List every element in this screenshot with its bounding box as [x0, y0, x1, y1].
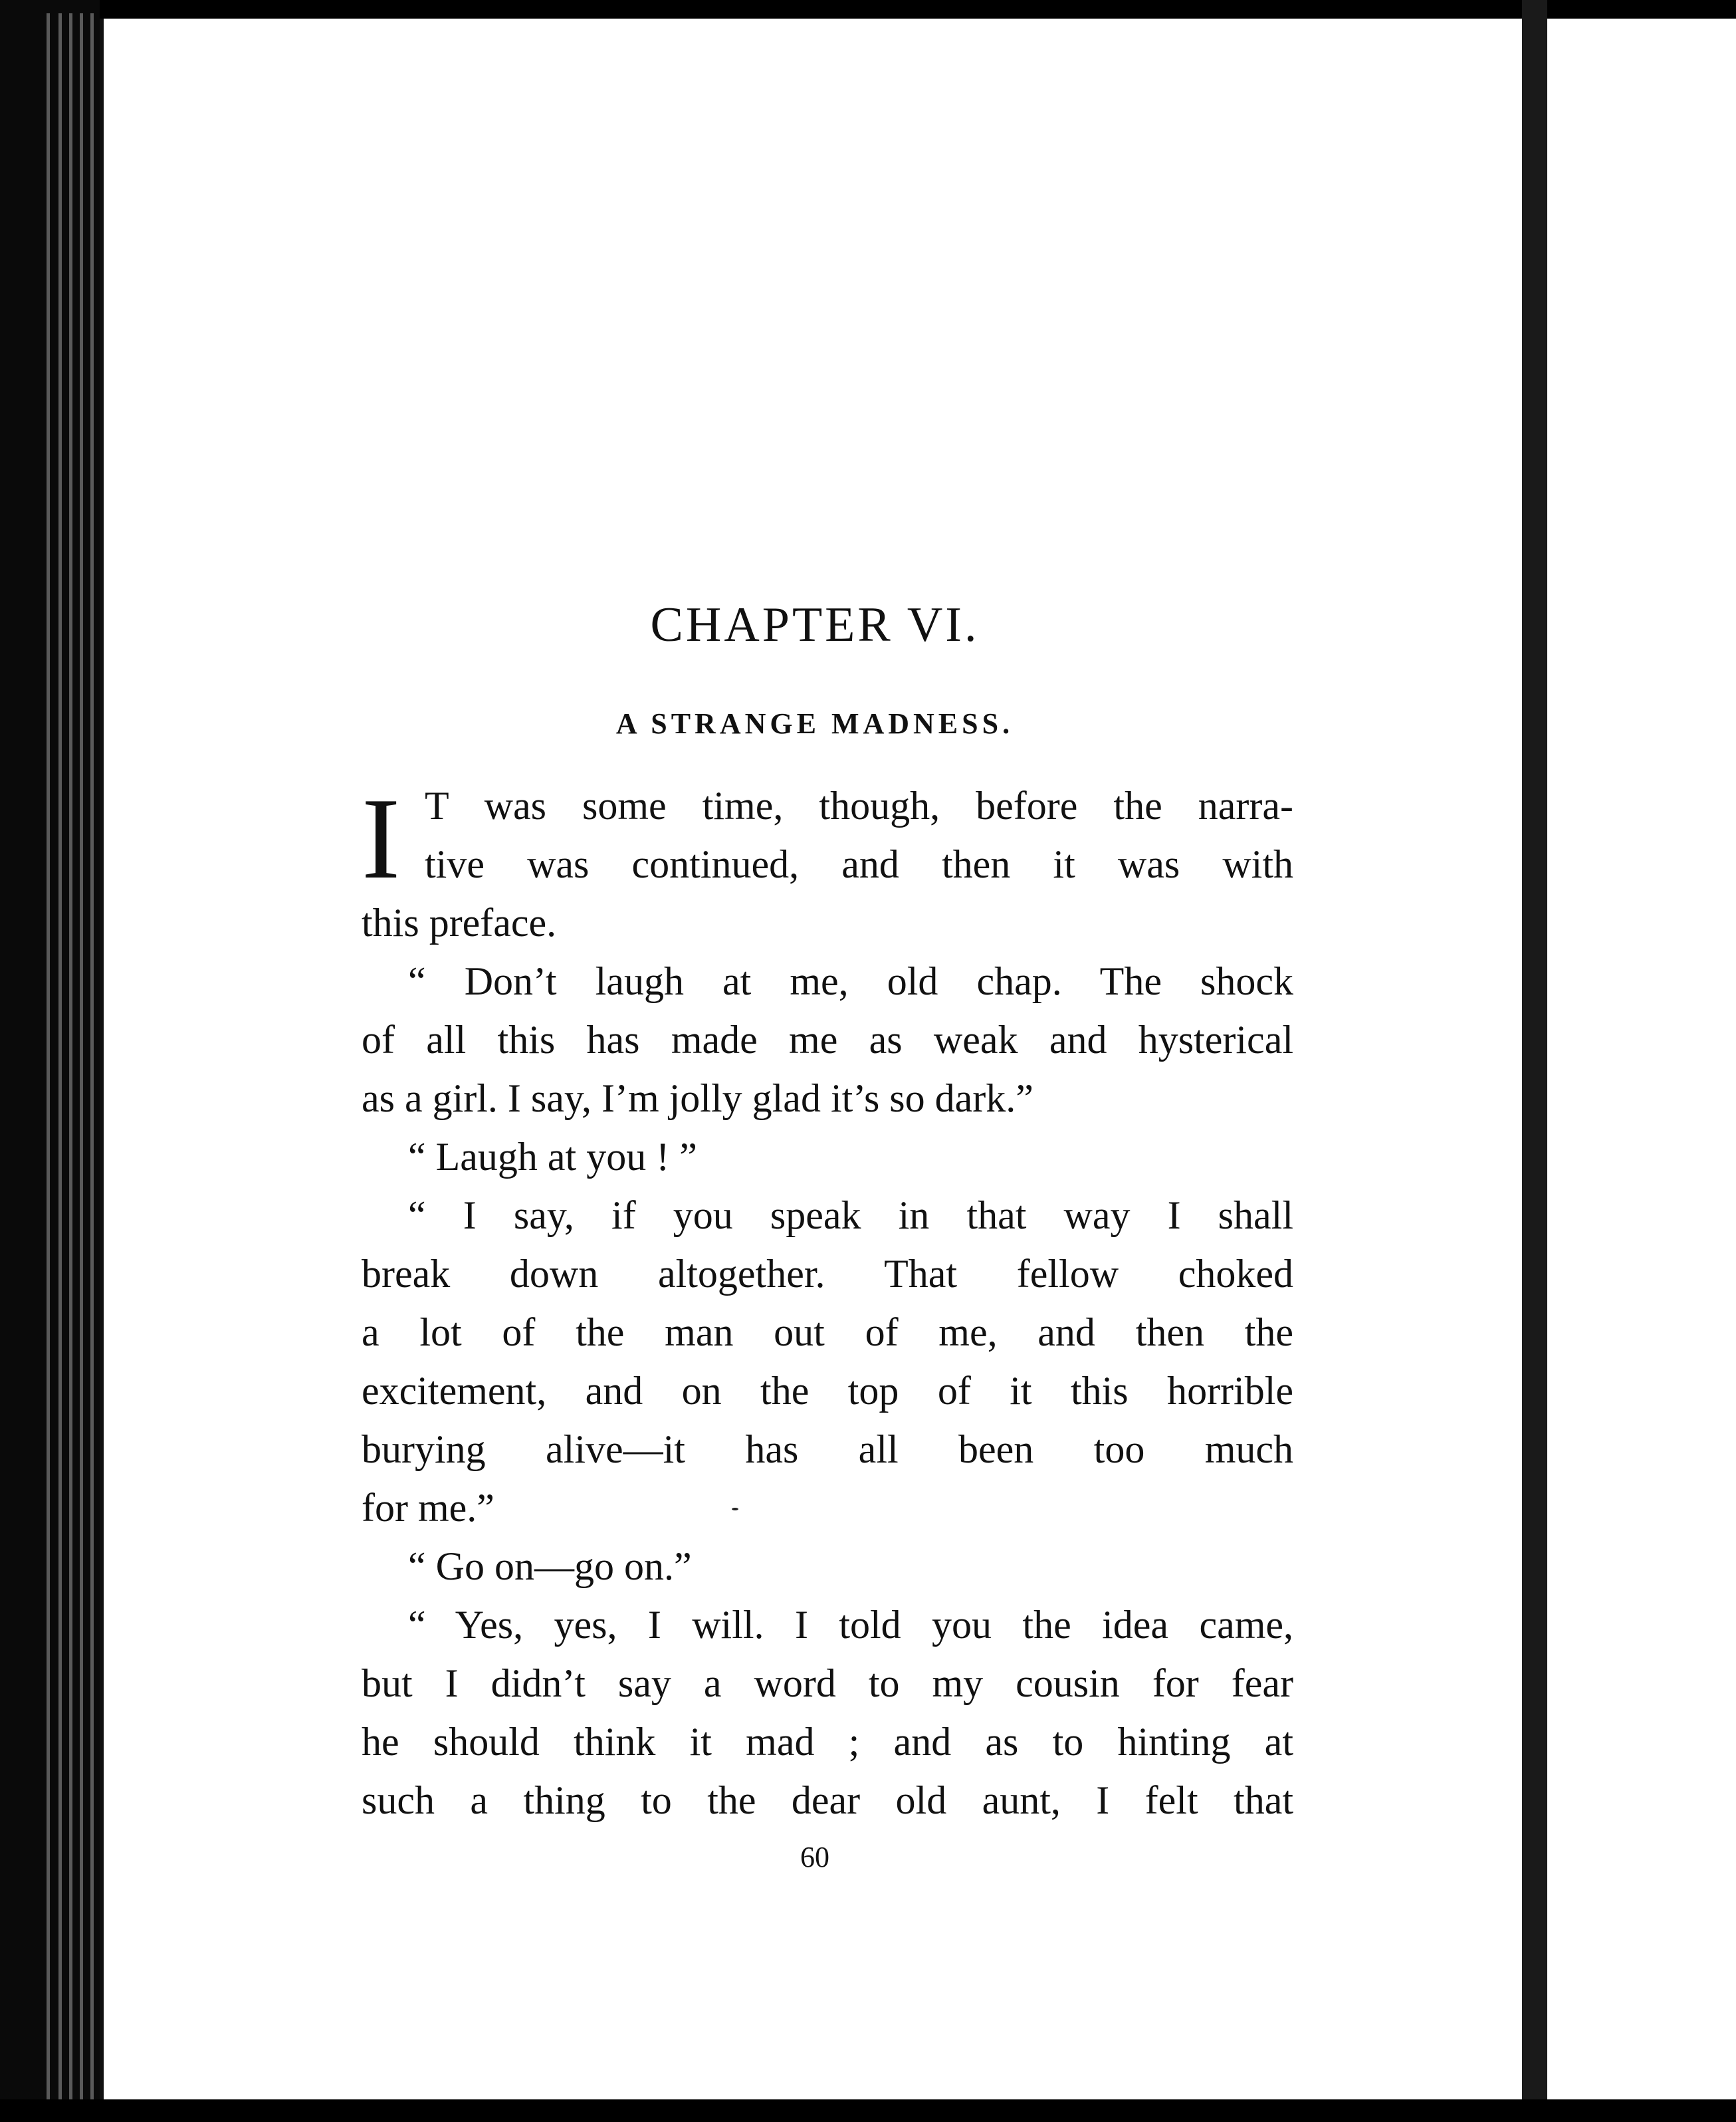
text-line: “ Yes, yes, I will. I told you the idea came, [408, 1603, 1293, 1647]
binding-rule [90, 13, 94, 2107]
text-line: he should think it mad ; and as to hinting at [362, 1720, 1293, 1764]
text-line: “ Don’t laugh at me, old chap. The shock [408, 959, 1293, 1003]
adjacent-page-edge [1547, 19, 1736, 2099]
book-page [100, 19, 1526, 2099]
text-line: of all this has made me as weak and hysterical [362, 1018, 1293, 1062]
drop-cap: I [362, 774, 401, 903]
text-line: a lot of the man out of me, and then the [362, 1310, 1293, 1354]
scan-border [0, 2099, 1736, 2122]
binding-rule [47, 13, 50, 2107]
text-line: break down altogether. That fellow choked [362, 1252, 1293, 1296]
text-line: but I didn’t say a word to my cousin for fear [362, 1661, 1293, 1705]
binding-rule [58, 13, 62, 2107]
text-line: burying alive—it has all been too much [362, 1427, 1293, 1471]
text-line: excitement, and on the top of it this horrible [362, 1369, 1293, 1413]
text-line: tive was continued, and then it was with [425, 842, 1293, 886]
text-line: for me.” [362, 1486, 494, 1530]
chapter-subtitle: A STRANGE MADNESS. [615, 707, 1014, 740]
text-line: “ Go on—go on.” [408, 1544, 692, 1588]
text-line: “ I say, if you speak in that way I shall [408, 1193, 1293, 1237]
page-gutter-edge [1522, 0, 1547, 2122]
binding-rule [80, 13, 83, 2107]
page-number: 60 [800, 1841, 829, 1873]
binding-rule [69, 13, 72, 2107]
chapter-heading: CHAPTER VI. [650, 598, 980, 652]
text-line: “ Laugh at you ! ” [408, 1135, 697, 1179]
chapter-body [362, 776, 1293, 1829]
text-line: this preface. [362, 901, 557, 945]
scan-speck [732, 1508, 738, 1510]
book-binding-edge [0, 0, 100, 2122]
text-line: T was some time, though, before the narra- [425, 784, 1293, 828]
text-line: such a thing to the dear old aunt, I felt that [362, 1778, 1293, 1822]
text-line: as a girl. I say, I’m jolly glad it’s so dark.” [362, 1076, 1033, 1120]
